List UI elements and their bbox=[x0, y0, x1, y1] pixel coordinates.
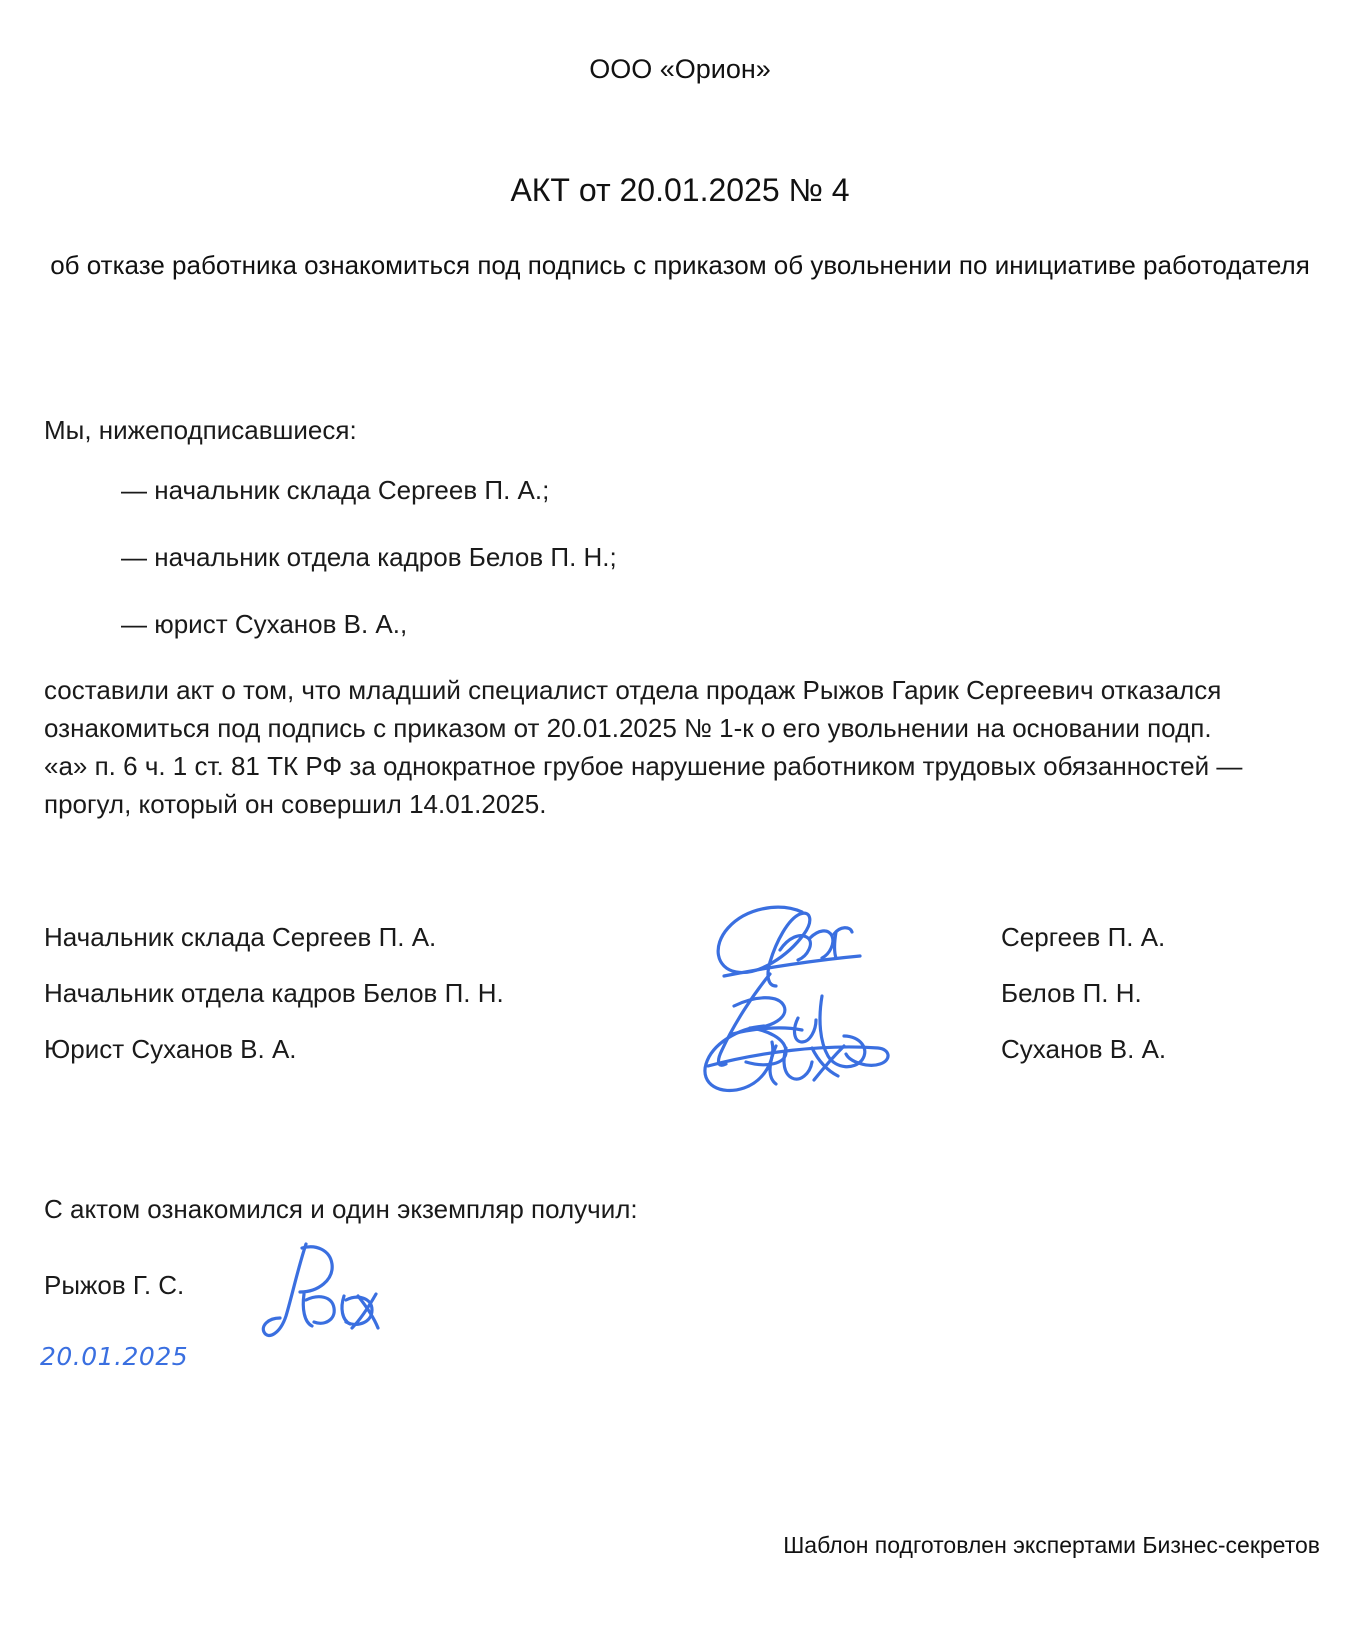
intro-text: Мы, нижеподписавшиеся: bbox=[44, 415, 357, 445]
acknowledgement-date: 20.01.2025 bbox=[40, 1342, 189, 1371]
signatory-role: Юрист Суханов В. А. bbox=[44, 1034, 297, 1064]
signature-row bbox=[44, 1032, 1314, 1088]
signatory-name: Суханов В. А. bbox=[1001, 1034, 1167, 1064]
organization-name: ООО «Орион» bbox=[589, 54, 771, 84]
signatory-role: Начальник склада Сергеев П. А. bbox=[44, 922, 437, 952]
list-item: — юрист Суханов В. А., bbox=[121, 609, 408, 639]
signature-row bbox=[44, 920, 1314, 976]
body-paragraph: составили акт о том, что младший специалист отдела продаж Рыжов Гарик Сергеевич отказался ознакомиться под подпись с приказом от 20.01.2025 № 1-к о его увольнении на основании подп. «а» п. 6 ч. 1 ст. 81 ТК РФ за однократное грубое нарушение работником трудовых обязанностей — прогул, который он совершил 14.01.2025. bbox=[44, 675, 1243, 819]
list-item: — начальник отдела кадров Белов П. Н.; bbox=[121, 542, 617, 572]
footer-note: Шаблон подготовлен экспертами Бизнес-секретов bbox=[783, 1532, 1320, 1558]
signature-ryzhov bbox=[258, 1238, 398, 1353]
signature-row bbox=[44, 976, 1314, 1032]
signatory-role: Начальник отдела кадров Белов П. Н. bbox=[44, 978, 504, 1008]
acknowledgement-person: Рыжов Г. С. bbox=[44, 1270, 185, 1300]
party-list bbox=[44, 473, 1144, 674]
document-subtitle: об отказе работника ознакомиться под подпись с приказом об увольнении по инициативе работодателя bbox=[50, 250, 1310, 280]
signature-block bbox=[44, 920, 1314, 1088]
signatory-name: Белов П. Н. bbox=[1001, 978, 1142, 1008]
document-title: АКТ от 20.01.2025 № 4 bbox=[510, 172, 850, 208]
signatory-name: Сергеев П. А. bbox=[1001, 922, 1166, 952]
list-item: — начальник склада Сергеев П. А.; bbox=[121, 475, 550, 505]
acknowledgement-label: С актом ознакомился и один экземпляр получил: bbox=[44, 1194, 638, 1224]
